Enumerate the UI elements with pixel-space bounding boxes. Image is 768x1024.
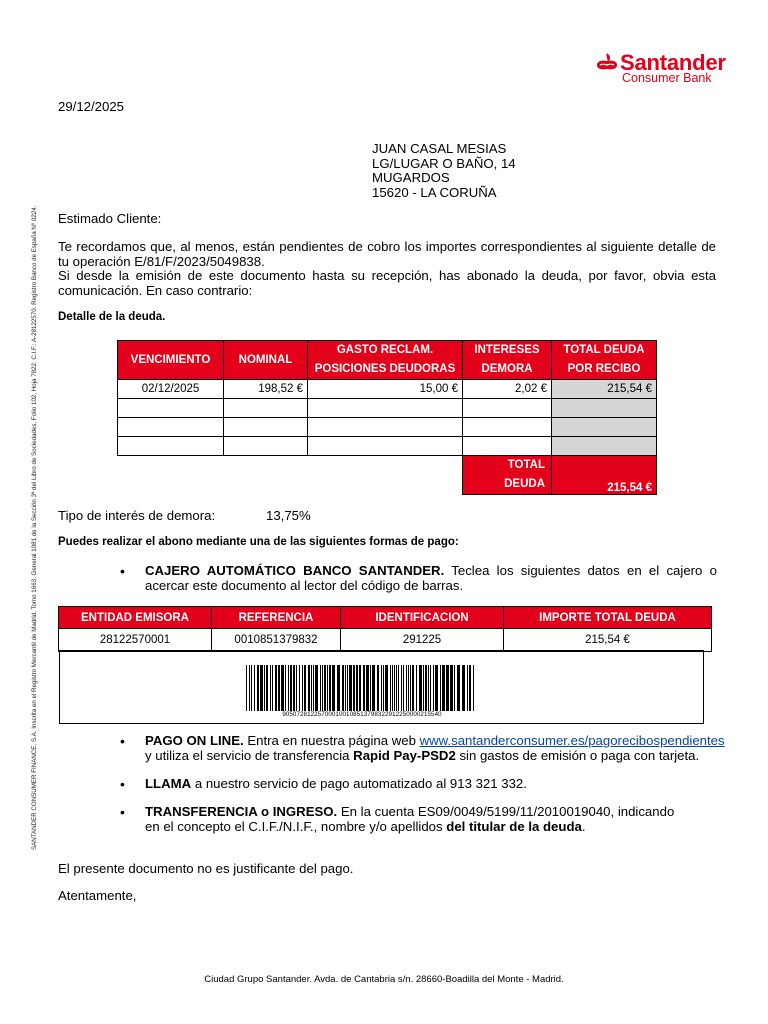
cell-identificacion: 291225 [341,629,504,652]
footer-address: Ciudad Grupo Santander. Avda. de Cantabria s/n. 28660-Boadilla del Monte - Madrid. [204,974,564,985]
barcode-bar [349,665,352,711]
brand-sub: Consumer Bank [622,71,712,85]
barcode-bar [308,665,310,711]
header-nominal: NOMINAL [224,341,308,380]
closing-text: Atentamente, [58,888,137,903]
barcode-bar [396,665,397,711]
paragraph-2: Si desde la emisión de este documento hasta su recepción, has abonado la deuda, por favor, obvia esta comunicación. En caso contrario: [58,268,716,298]
barcode-bar [313,665,314,711]
barcode-bar [401,665,402,711]
online-desc-2: y utiliza el servicio de transferencia [145,747,354,763]
barcode-bar [254,665,255,711]
brand-name: Santander [620,50,726,75]
online-bold: PAGO ON LINE. [145,733,244,748]
cell-importe: 215,54 € [504,629,712,652]
transfer-desc-3: . [581,818,586,834]
barcode-bar [302,665,303,711]
barcode-bar [467,665,468,711]
cell-vencimiento: 02/12/2025 [118,380,224,399]
letter-date: 29/12/2025 [58,99,125,114]
barcode-bar [473,665,474,711]
header-gasto: GASTO RECLAM. POSICIONES DEUDORAS [308,341,463,380]
online-text [145,734,725,763]
barcode-bar [270,665,271,711]
barcode-bar [327,665,328,711]
total-deuda-label-text: TOTAL DEUDA [504,459,545,490]
barcode-number: 90507281225700010010851379832291225000021554​0 [282,711,442,718]
bullet-icon: • [120,733,125,749]
bullet-icon: • [120,804,125,820]
barcode-bar [398,665,399,711]
cell-entidad: 28122570001 [59,629,212,652]
barcode-box [59,650,704,724]
barcode-bar [264,665,265,711]
barcode-bar [433,665,434,711]
table-row-empty [118,437,657,456]
barcode-bar [260,665,263,711]
barcode-bar [299,665,300,711]
header-intereses: INTERESES DEMORA [463,341,552,380]
table-row-empty [118,399,657,418]
barcode-bar [251,665,252,711]
barcode-bar [442,665,445,711]
table-row-empty [118,418,657,437]
header-importe: IMPORTE TOTAL DEUDA [504,607,712,629]
header-identificacion: IDENTIFICACION [341,607,504,629]
total-deuda-value: 215,54 € [552,456,657,495]
barcode-bar [290,665,292,711]
debt-table [117,340,657,495]
barcode-bar [446,665,449,711]
greeting: Estimado Cliente: [58,211,162,226]
header-total: TOTAL DEUDA POR RECIBO [552,341,657,380]
transfer-desc: En la cuenta ES09/0049/5199/11/2010019040, indicando [337,804,675,819]
barcode-bar [457,665,460,711]
barcode-bar [366,665,369,711]
address-line1: LG/LUGAR O BAÑO, 14 [372,155,516,171]
barcode-bar [356,665,358,711]
barcode-bar [285,665,286,711]
cell-intereses: 2,02 € [463,380,552,399]
barcode-bar [324,665,326,711]
barcode-bar [462,665,465,711]
payment-table [58,606,712,652]
llama-desc: a nuestro servicio de pago automatizado al 913 321 332. [191,776,527,791]
barcode-bar [332,665,335,711]
barcode-bar [419,665,422,711]
barcode-bar [416,665,417,711]
barcode-bar [377,665,379,711]
barcode-bar [359,665,361,711]
barcode-bar [275,665,277,711]
address-name: JUAN CASAL MESIAS [372,141,507,156]
barcode-bar [392,665,393,711]
cell-referencia: 0010851379832 [212,629,341,652]
santander-logo [596,50,726,90]
bullet-icon: • [120,563,125,579]
barcode-bar [390,665,391,711]
note-text: El presente documento no es justificante del pago. [58,861,354,876]
total-deuda-label [463,456,552,495]
table-row [59,629,712,652]
barcode-bar [440,665,441,711]
barcode-bar [342,665,344,711]
barcode-bar [293,665,295,711]
barcode-bar [406,665,407,711]
header-referencia: REFERENCIA [212,607,341,629]
barcode-bar [337,665,340,711]
cell-nominal: 198,52 € [224,380,308,399]
barcode-bar [266,665,268,711]
barcode-bar [435,665,438,711]
barcode-bar [410,665,411,711]
transfer-desc-2: en el concepto el C.I.F./N.I.F., nombre y/o apellidos [145,818,447,834]
barcode-bar [304,665,306,711]
payment-link[interactable]: www.santanderconsumer.es/pagorecibospendientes [419,733,725,748]
interest-label: Tipo de interés de demora: [58,508,216,523]
barcode-bar [246,665,247,711]
barcode-bar [345,665,346,711]
table-row [118,380,657,399]
cajero-desc: Teclea los siguientes datos en el cajero o acercar este documento al lector del código de barras. [145,563,717,593]
header-vencimiento: VENCIMIENTO [118,341,224,380]
llama-bold: LLAMA [145,776,192,791]
paragraph-1: Te recordamos que, al menos, están pendientes de cobro los importes correspondientes al siguiente detalle de tu operación E/81/F/2023/5049838. [58,239,716,269]
barcode-bar [322,665,323,711]
detail-title: Detalle de la deuda. [58,311,166,323]
barcode-bar [257,665,259,711]
barcode-bar [315,665,318,711]
barcode-bar [296,665,297,711]
barcode-bar [363,665,365,711]
barcode-bar [425,665,427,711]
barcode-bar [288,665,289,711]
online-desc-3: sin gastos de emisión o paga con tarjeta. [455,747,700,763]
address-line2: MUGARDOS [372,170,450,185]
barcode-bar [383,665,384,711]
flame-icon [596,52,618,74]
barcode-bar [278,665,280,711]
barcode-bar [469,665,471,711]
cajero-bold: CAJERO AUTOMÁTICO BANCO SANTANDER. [145,563,445,578]
barcode-bar [403,665,404,711]
barcode-bar [272,665,273,711]
bullet-icon: • [120,776,125,792]
interest-value: 13,75% [266,508,311,523]
barcode-bar [408,665,409,711]
llama-text [145,777,527,792]
side-legal-text: SANTANDER CONSUMER FINANCE, S.A. Inscrita en el Registro Mercantil de Madrid, Tomo 1663, General 1081 de la Sección 3ª del Libro de Sociedades, Folio 102, Hoja 7822. C.I.F.: A-28122570. Registro Banco de España Nº 0224. [31,205,38,850]
transfer-text [145,805,725,834]
barcode-bar [381,665,382,711]
barcode-bar [454,665,455,711]
cell-total: 215,54 € [552,380,657,399]
online-bold-2: Rapid Pay-PSD2 [353,747,456,763]
transfer-bold: TRANSFERENCIA o INGRESO. [145,804,338,819]
barcode-bar [430,665,431,711]
barcode-bar [385,665,388,711]
barcode-bar [347,665,348,711]
address-line3: 15620 - LA CORUÑA [372,184,497,200]
address-block [372,142,516,200]
barcode-bar [249,665,250,711]
barcode-bar [329,665,331,711]
barcode-bar [281,665,284,711]
pay-title: Puedes realizar el abono mediante una de las siguientes formas de pago: [58,536,459,548]
online-desc: Entra en nuestra página web [243,733,420,748]
barcode [244,665,480,711]
cell-gasto: 15,00 € [308,380,463,399]
barcode-bar [412,665,414,711]
cajero-text [145,564,717,593]
barcode-bar [320,665,321,711]
header-entidad: ENTIDAD EMISORA [59,607,212,629]
barcode-bar [394,665,395,711]
barcode-bar [372,665,375,711]
barcode-bar [311,665,312,711]
barcode-bar [450,665,453,711]
barcode-bar [423,665,424,711]
transfer-bold-2: del titular de la deuda [446,818,582,834]
barcode-bar [370,665,371,711]
barcode-bar [353,665,355,711]
barcode-bar [428,665,429,711]
